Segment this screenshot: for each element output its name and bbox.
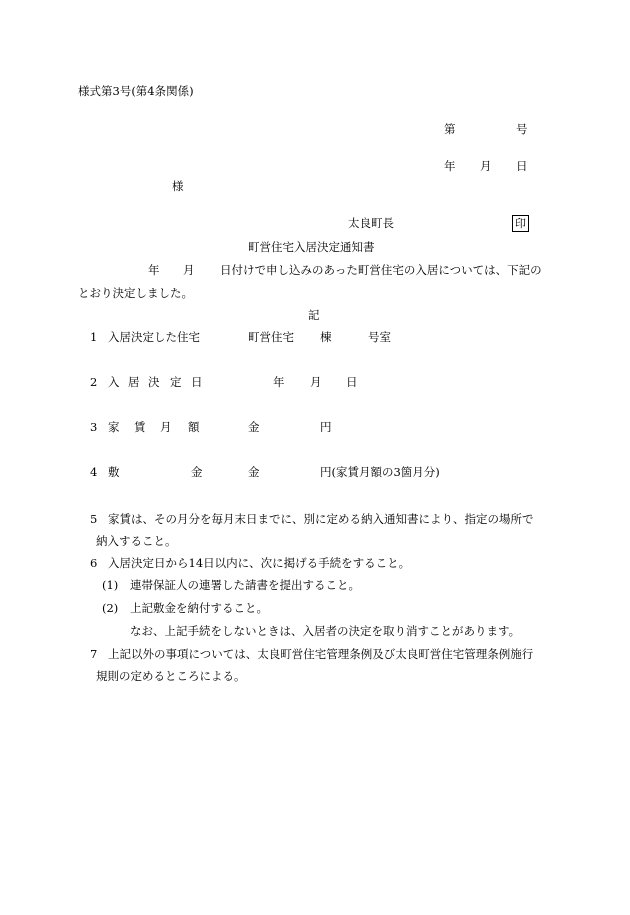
item4-label-a: 敷 — [108, 465, 120, 479]
item6-text: 入居決定日から14日以内に、次に掲げる手続をすること。 — [108, 556, 411, 570]
item2-label-char: 定 — [170, 375, 182, 389]
item5-number: 5 — [90, 512, 98, 526]
seal-mark: 印 — [512, 215, 529, 232]
item1-number: 1 — [90, 330, 98, 344]
item2-month: 月 — [310, 375, 322, 389]
item1-town-housing: 町営住宅 — [248, 330, 294, 344]
item2-day: 日 — [346, 375, 358, 389]
item2-label-char: 居 — [128, 375, 140, 389]
intro-line2: とおり決定しました。 — [78, 286, 193, 300]
item7-line1: 上記以外の事項については、太良町営住宅管理条例及び太良町営住宅管理条例施行 — [108, 647, 534, 661]
item5-line2: 納入すること。 — [96, 534, 177, 548]
item2-number: 2 — [90, 375, 98, 389]
item6-sub2-number: (2) — [102, 601, 119, 615]
item7-number: 7 — [90, 647, 98, 661]
addressee-sama: 様 — [172, 179, 184, 193]
item3-label-char: 額 — [188, 420, 200, 434]
item3-number: 3 — [90, 420, 98, 434]
item2-year: 年 — [273, 375, 285, 389]
date-year: 年 — [444, 159, 456, 173]
item3-label-char: 賃 — [134, 420, 146, 434]
intro-year: 年 — [148, 263, 160, 277]
issuer: 太良町長 — [348, 216, 394, 230]
item6-sub1-number: (1) — [102, 578, 119, 592]
ki-heading: 記 — [308, 308, 320, 322]
doc-number-dai: 第 — [444, 122, 456, 136]
intro-line1: 日付けで申し込みのあった町営住宅の入居については、下記の — [220, 263, 542, 277]
item5-line1: 家賃は、その月分を毎月末日までに、別に定める納入通知書により、指定の場所で — [108, 512, 534, 526]
item4-kin: 金 — [248, 465, 260, 479]
item6-note: なお、上記手続をしないときは、入居者の決定を取り消すことがあります。 — [130, 624, 521, 638]
item3-kin: 金 — [248, 420, 260, 434]
item6-sub1-text: 連帯保証人の連署した請書を提出すること。 — [130, 578, 360, 592]
doc-number-go: 号 — [516, 122, 528, 136]
item7-line2: 規則の定めるところによる。 — [96, 669, 246, 683]
item3-label-char: 家 — [108, 420, 120, 434]
item6-number: 6 — [90, 556, 98, 570]
item4-label-b: 金 — [191, 465, 203, 479]
item2-label-char: 日 — [191, 375, 203, 389]
item4-number: 4 — [90, 465, 98, 479]
item2-label-char: 入 — [108, 375, 120, 389]
item3-yen: 円 — [320, 420, 332, 434]
date-day: 日 — [516, 159, 528, 173]
item1-room: 号室 — [368, 330, 391, 344]
item3-label-char: 月 — [160, 420, 172, 434]
document-title: 町営住宅入居決定通知書 — [248, 240, 375, 254]
intro-month: 月 — [183, 263, 195, 277]
item1-building: 棟 — [320, 330, 332, 344]
form-label: 様式第3号(第4条関係) — [78, 84, 194, 98]
item2-label-char: 決 — [148, 375, 160, 389]
item1-label: 入居決定した住宅 — [108, 330, 200, 344]
date-month: 月 — [480, 159, 492, 173]
item4-yen: 円(家賃月額の3箇月分) — [320, 465, 440, 479]
item6-sub2-text: 上記敷金を納付すること。 — [130, 601, 268, 615]
